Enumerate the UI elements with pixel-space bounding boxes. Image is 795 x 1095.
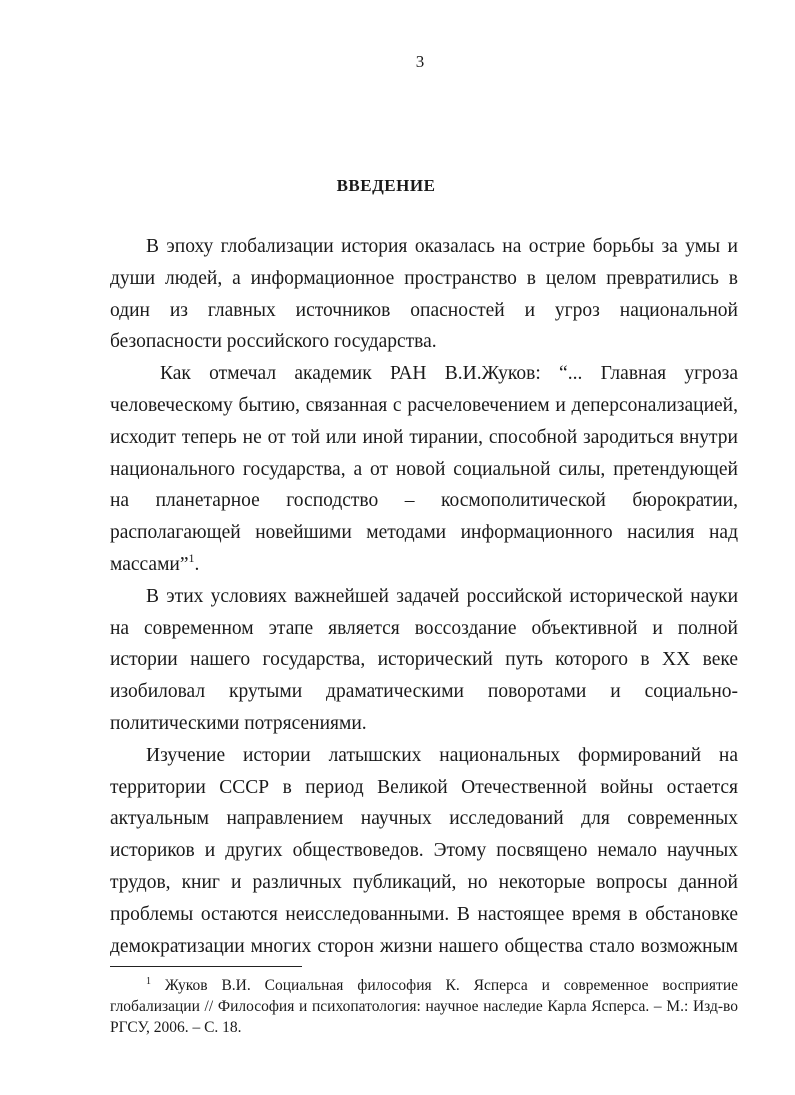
paragraph-1: В эпоху глобализации история оказалась на острие борьбы за умы и души людей, а информационное пространство в целом превратились в один из главных источников опасностей и угроз национальной безопасности российского государства. [110,236,738,353]
quote-end-punct: . [194,553,200,575]
paragraph-4: Изучение истории латышских национальных формирований на территории СССР в период Великой Отечественной войны остается актуальным направлением научных исследований для современных историков и других обществоведов. Этому посвящено немало научных трудов, книг и различных публикаций, но некоторые вопросы данной проблемы остаются неисследованными. В настоящее время в обстановке демократизации многих сторон жизни нашего общества стало возможным [110,744,738,957]
page-number: 3 [415,52,425,71]
footnote-marker: 1 [146,976,151,987]
footnote-text: Жуков В.И. Социальная философия К. Ясперса и современное восприятие глобализации // Философия и психопатология: научное наследие Карла Ясперса. – М.: Изд-во РГСУ, 2006. – С. 18. [110,977,738,1036]
body-text [110,231,738,962]
footnote [110,975,738,1038]
footnote-divider [110,966,302,967]
paragraph-2 [110,358,738,581]
quote-text: Как отмечал академик РАН В.И.Жуков: “... Главная угроза человеческому бытию, связанная с расчеловечением и деперсонализацией, исходит теперь не от той или иной тирании, способной зародиться внутри национального государства, а от новой социальной силы, претендующей на планетарное господство – космополитической бюрократии, располагающей новейшими методами информационного насилия над массами” [110,363,738,575]
footnote-reference[interactable]: 1 [188,550,195,565]
section-heading: ВВЕДЕНИЕ [336,176,436,195]
paragraph-3: В этих условиях важнейшей задачей российской исторической науки на современном этапе является воссоздание объективной и полной истории нашего государства, исторический путь которого в XX веке изобиловал крутыми драматическими поворотами и социально-политическими потрясениями. [110,585,738,734]
